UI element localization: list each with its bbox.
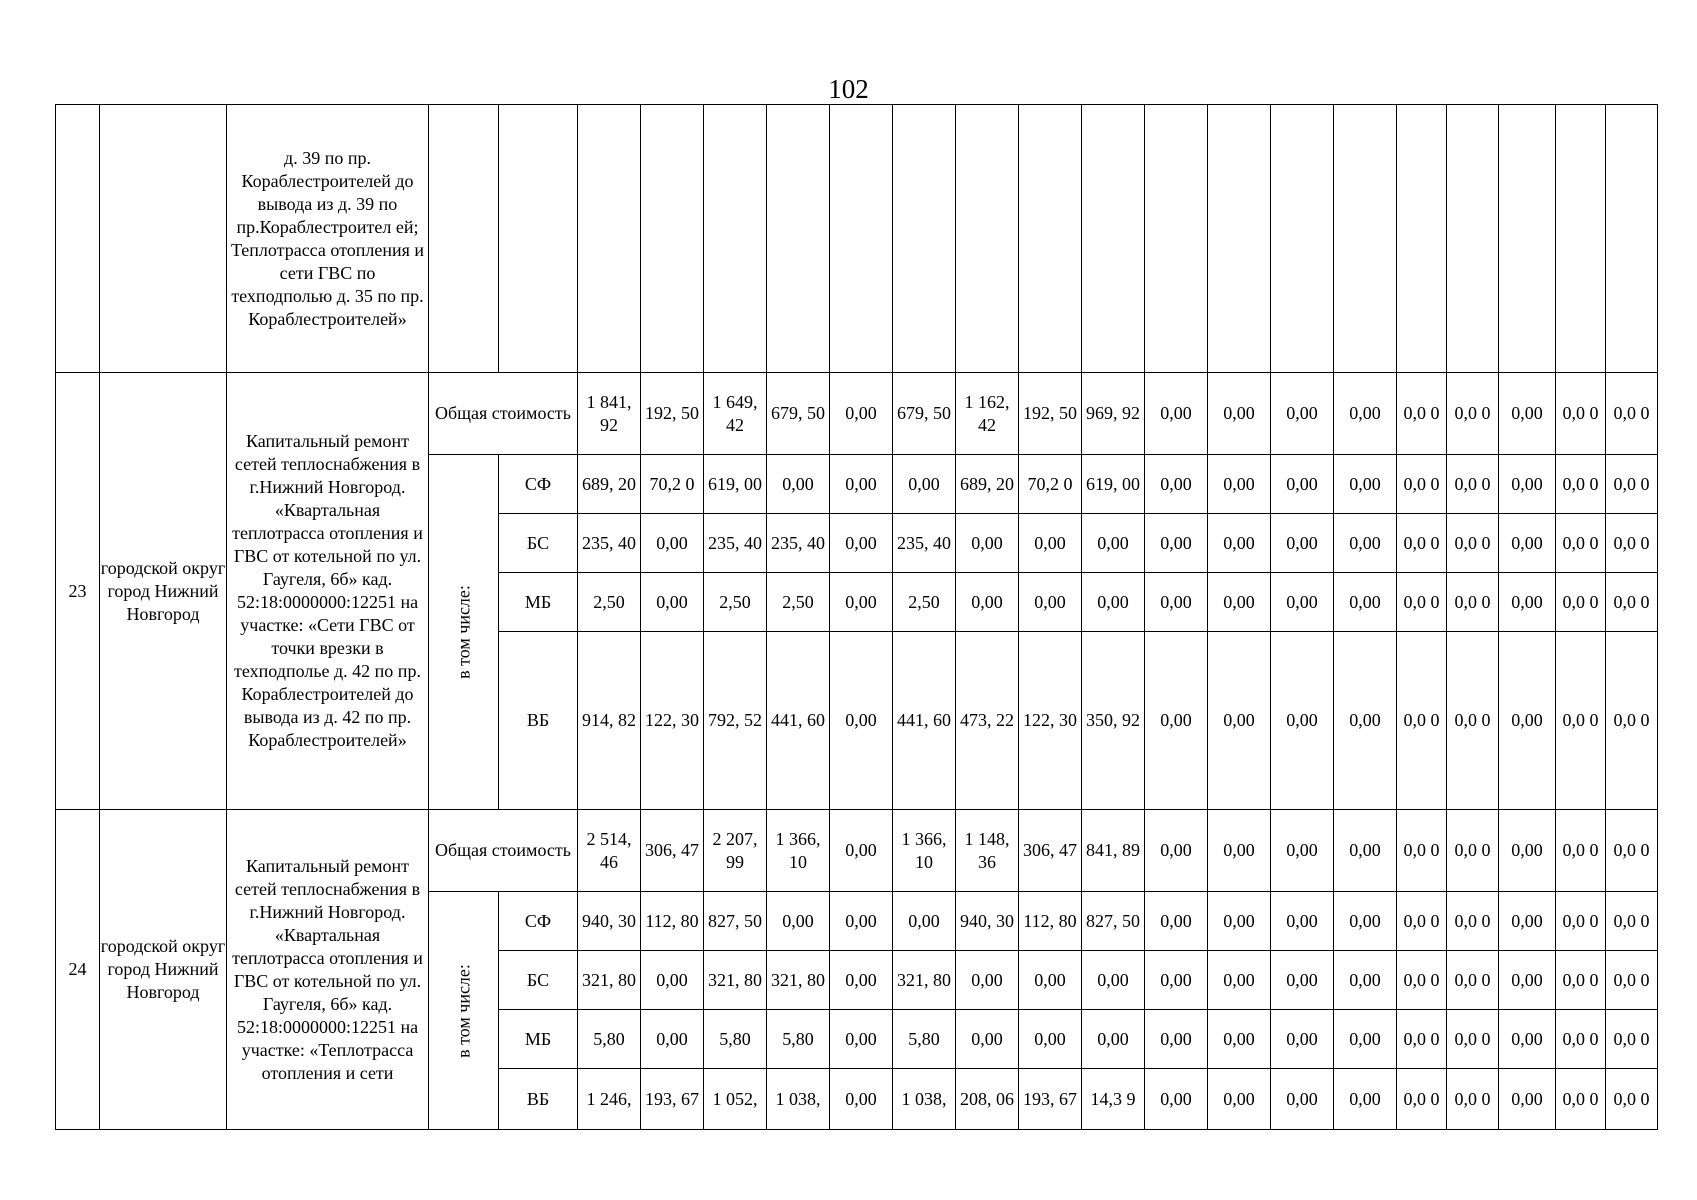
value-cell: 0,00 (830, 573, 893, 632)
value-cell: 0,0 0 (1606, 1010, 1658, 1069)
value-cell: 0,00 (830, 455, 893, 514)
value-cell: 0,00 (1271, 514, 1334, 573)
value-cell: 619, 00 (704, 455, 767, 514)
value-cell: 792, 52 (704, 632, 767, 810)
value-cell: 1 649, 42 (704, 373, 767, 455)
value-cell: 0,00 (1145, 1010, 1208, 1069)
value-cell: 0,00 (1208, 514, 1271, 573)
value-cell: 0,00 (1208, 373, 1271, 455)
funding-source-label: ВБ (499, 632, 578, 810)
value-cell: 14,3 9 (1082, 1069, 1145, 1130)
value-cell: 1 162, 42 (956, 373, 1019, 455)
value-cell: 0,0 0 (1556, 810, 1606, 892)
value-cell: 0,00 (1019, 1010, 1082, 1069)
value-cell: 0,00 (1499, 573, 1556, 632)
value-cell: 306, 47 (641, 810, 704, 892)
value-cell: 193, 67 (641, 1069, 704, 1130)
value-cell: 0,0 0 (1606, 892, 1658, 951)
value-cell: 2 207, 99 (704, 810, 767, 892)
total-row (56, 373, 1658, 455)
value-cell: 321, 80 (578, 951, 641, 1010)
total-cost-label: Общая стоимость (429, 373, 578, 455)
value-cell: 0,00 (1271, 892, 1334, 951)
total-cost-label: Общая стоимость (429, 810, 578, 892)
value-cell: 0,00 (1334, 1069, 1397, 1130)
value-cell: 0,00 (1271, 810, 1334, 892)
value-cell: 689, 20 (956, 455, 1019, 514)
value-cell: 0,0 0 (1397, 455, 1447, 514)
value-cell: 0,00 (956, 951, 1019, 1010)
value-cell: 0,00 (1145, 373, 1208, 455)
cont-empty-cell (1447, 105, 1499, 373)
cont-empty-cell (1271, 105, 1334, 373)
value-cell: 0,00 (1271, 455, 1334, 514)
value-cell: 5,80 (893, 1010, 956, 1069)
funding-source-label: МБ (499, 1010, 578, 1069)
value-cell: 0,00 (1145, 810, 1208, 892)
value-cell: 0,0 0 (1447, 455, 1499, 514)
value-cell: 1 038, (767, 1069, 830, 1130)
value-cell: 5,80 (767, 1010, 830, 1069)
including-label: в том числе: (453, 585, 473, 679)
value-cell: 0,0 0 (1606, 810, 1658, 892)
value-cell: 0,0 0 (1397, 1010, 1447, 1069)
cont-empty-cell (1145, 105, 1208, 373)
value-cell: 70,2 0 (1019, 455, 1082, 514)
value-cell: 0,0 0 (1447, 373, 1499, 455)
value-cell: 2,50 (578, 573, 641, 632)
cont-empty-cell (1397, 105, 1447, 373)
value-cell: 0,00 (1082, 951, 1145, 1010)
value-cell: 0,00 (1019, 951, 1082, 1010)
cont-empty-cell (429, 105, 499, 373)
value-cell: 0,00 (830, 951, 893, 1010)
value-cell: 0,00 (1334, 892, 1397, 951)
value-cell: 235, 40 (704, 514, 767, 573)
value-cell: 441, 60 (893, 632, 956, 810)
value-cell: 0,0 0 (1556, 514, 1606, 573)
value-cell: 0,00 (956, 514, 1019, 573)
value-cell: 0,00 (1334, 573, 1397, 632)
value-cell: 192, 50 (1019, 373, 1082, 455)
value-cell: 192, 50 (641, 373, 704, 455)
object-description: Капитальный ремонт сетей теплоснабжения в г.Нижний Новгород. «Квартальная теплотрасса отопления и ГВС от котельной по ул. Гаугеля, 6б» кад. 52:18:0000000:12251 на участке: «Сети ГВС от точки врезки в техподполье д. 42 по пр. Кораблестроителей до вывода из д. 42 по пр. Кораблестроителей» (227, 373, 429, 810)
value-cell: 0,00 (641, 514, 704, 573)
value-cell: 235, 40 (578, 514, 641, 573)
funding-source-label: СФ (499, 892, 578, 951)
municipality-cell: городской округ город Нижний Новгород (100, 373, 227, 810)
total-row (56, 810, 1658, 892)
cont-empty-cell (578, 105, 641, 373)
value-cell: 321, 80 (893, 951, 956, 1010)
value-cell: 2 514, 46 (578, 810, 641, 892)
value-cell: 0,00 (1271, 1069, 1334, 1130)
value-cell: 0,00 (830, 514, 893, 573)
value-cell: 5,80 (578, 1010, 641, 1069)
value-cell: 1 366, 10 (767, 810, 830, 892)
value-cell: 940, 30 (578, 892, 641, 951)
value-cell: 0,00 (1145, 1069, 1208, 1130)
value-cell: 0,00 (1499, 1010, 1556, 1069)
value-cell: 0,00 (1499, 810, 1556, 892)
value-cell: 679, 50 (893, 373, 956, 455)
cont-empty-cell (767, 105, 830, 373)
value-cell: 0,00 (830, 632, 893, 810)
budget-table (55, 104, 1658, 1130)
value-cell: 2,50 (893, 573, 956, 632)
value-cell: 0,00 (641, 951, 704, 1010)
value-cell: 0,0 0 (1606, 514, 1658, 573)
value-cell: 0,0 0 (1397, 810, 1447, 892)
value-cell: 0,00 (1499, 951, 1556, 1010)
value-cell: 940, 30 (956, 892, 1019, 951)
object-description: Капитальный ремонт сетей теплоснабжения в г.Нижний Новгород. «Квартальная теплотрасса отопления и ГВС от котельной по ул. Гаугеля, 6б» кад. 52:18:0000000:12251 на участке: «Теплотрасса отопления и сети (227, 810, 429, 1130)
cont-object-text: д. 39 по пр. Кораблестроителей до вывода из д. 39 по пр.Кораблестроител ей; Теплотрасса отопления и сети ГВС по техподполью д. 35 по пр. Кораблестроителей» (227, 105, 429, 373)
value-cell: 0,00 (893, 455, 956, 514)
value-cell: 0,0 0 (1556, 951, 1606, 1010)
value-cell: 0,00 (830, 1010, 893, 1069)
value-cell: 0,00 (1499, 1069, 1556, 1130)
value-cell: 0,00 (1334, 951, 1397, 1010)
value-cell: 0,0 0 (1606, 455, 1658, 514)
row-number: 24 (56, 810, 100, 1130)
value-cell: 0,00 (1208, 1069, 1271, 1130)
value-cell: 0,00 (641, 1010, 704, 1069)
cont-empty-cell (1556, 105, 1606, 373)
funding-source-label: СФ (499, 455, 578, 514)
funding-source-label: БС (499, 951, 578, 1010)
value-cell: 0,00 (1208, 892, 1271, 951)
value-cell: 1 366, 10 (893, 810, 956, 892)
value-cell: 0,00 (1019, 514, 1082, 573)
value-cell: 473, 22 (956, 632, 1019, 810)
value-cell: 1 148, 36 (956, 810, 1019, 892)
value-cell: 306, 47 (1019, 810, 1082, 892)
value-cell: 0,0 0 (1556, 455, 1606, 514)
value-cell: 2,50 (767, 573, 830, 632)
value-cell: 914, 82 (578, 632, 641, 810)
funding-source-label: БС (499, 514, 578, 573)
value-cell: 0,0 0 (1606, 1069, 1658, 1130)
value-cell: 0,0 0 (1556, 892, 1606, 951)
value-cell: 0,0 0 (1447, 1069, 1499, 1130)
value-cell: 0,00 (767, 892, 830, 951)
value-cell: 0,00 (893, 892, 956, 951)
cont-empty-cell (830, 105, 893, 373)
cont-municipality-cell (100, 105, 227, 373)
value-cell: 350, 92 (1082, 632, 1145, 810)
value-cell: 0,0 0 (1397, 373, 1447, 455)
value-cell: 0,0 0 (1447, 514, 1499, 573)
value-cell: 679, 50 (767, 373, 830, 455)
value-cell: 0,00 (830, 810, 893, 892)
value-cell: 0,00 (767, 455, 830, 514)
value-cell: 0,00 (1499, 892, 1556, 951)
cont-empty-cell (1208, 105, 1271, 373)
value-cell: 0,00 (1271, 1010, 1334, 1069)
cont-empty-cell (704, 105, 767, 373)
cont-empty-cell (1499, 105, 1556, 373)
value-cell: 1 038, (893, 1069, 956, 1130)
value-cell: 0,00 (1334, 1010, 1397, 1069)
value-cell: 0,00 (830, 373, 893, 455)
value-cell: 0,00 (1145, 514, 1208, 573)
value-cell: 112, 80 (641, 892, 704, 951)
value-cell: 0,00 (1208, 810, 1271, 892)
value-cell: 0,0 0 (1556, 1010, 1606, 1069)
value-cell: 0,00 (1334, 373, 1397, 455)
value-cell: 0,00 (1208, 632, 1271, 810)
value-cell: 112, 80 (1019, 892, 1082, 951)
value-cell: 0,00 (1082, 1010, 1145, 1069)
value-cell: 0,00 (1082, 514, 1145, 573)
value-cell: 0,00 (1271, 373, 1334, 455)
value-cell: 0,0 0 (1556, 573, 1606, 632)
value-cell: 619, 00 (1082, 455, 1145, 514)
value-cell: 0,00 (1208, 1010, 1271, 1069)
funding-source-label: ВБ (499, 1069, 578, 1130)
value-cell: 122, 30 (641, 632, 704, 810)
value-cell: 441, 60 (767, 632, 830, 810)
value-cell: 0,00 (1499, 373, 1556, 455)
value-cell: 321, 80 (704, 951, 767, 1010)
value-cell: 0,0 0 (1397, 951, 1447, 1010)
value-cell: 122, 30 (1019, 632, 1082, 810)
value-cell: 0,0 0 (1447, 951, 1499, 1010)
value-cell: 70,2 0 (641, 455, 704, 514)
value-cell: 0,00 (1208, 573, 1271, 632)
value-cell: 0,0 0 (1397, 573, 1447, 632)
value-cell: 0,00 (1208, 455, 1271, 514)
value-cell: 0,0 0 (1606, 951, 1658, 1010)
value-cell: 0,0 0 (1397, 1069, 1447, 1130)
page-number: 102 (828, 74, 869, 104)
cont-empty-cell (641, 105, 704, 373)
value-cell: 0,0 0 (1447, 1010, 1499, 1069)
value-cell: 0,00 (1145, 573, 1208, 632)
cont-empty-cell (1334, 105, 1397, 373)
value-cell: 0,00 (1271, 951, 1334, 1010)
cont-empty-cell (499, 105, 578, 373)
continuation-row (56, 105, 1658, 373)
value-cell: 827, 50 (1082, 892, 1145, 951)
value-cell: 0,0 0 (1556, 632, 1606, 810)
value-cell: 827, 50 (704, 892, 767, 951)
value-cell: 0,00 (1208, 951, 1271, 1010)
value-cell: 0,0 0 (1447, 632, 1499, 810)
value-cell: 0,00 (1334, 632, 1397, 810)
cont-empty-cell (1019, 105, 1082, 373)
value-cell: 0,00 (1499, 455, 1556, 514)
value-cell: 0,00 (1082, 573, 1145, 632)
value-cell: 0,0 0 (1556, 1069, 1606, 1130)
funding-source-label: МБ (499, 573, 578, 632)
value-cell: 0,0 0 (1606, 373, 1658, 455)
value-cell: 0,0 0 (1447, 810, 1499, 892)
value-cell: 0,0 0 (1447, 573, 1499, 632)
value-cell: 0,0 0 (1606, 573, 1658, 632)
value-cell: 0,00 (956, 573, 1019, 632)
value-cell: 0,00 (830, 892, 893, 951)
value-cell: 0,00 (1145, 951, 1208, 1010)
value-cell: 2,50 (704, 573, 767, 632)
value-cell: 193, 67 (1019, 1069, 1082, 1130)
value-cell: 0,00 (956, 1010, 1019, 1069)
value-cell: 0,00 (1145, 455, 1208, 514)
value-cell: 235, 40 (767, 514, 830, 573)
value-cell: 0,00 (1499, 514, 1556, 573)
cont-empty-cell (956, 105, 1019, 373)
value-cell: 0,00 (1145, 632, 1208, 810)
value-cell: 0,0 0 (1606, 632, 1658, 810)
value-cell: 5,80 (704, 1010, 767, 1069)
value-cell: 0,0 0 (1556, 373, 1606, 455)
cont-empty-cell (893, 105, 956, 373)
value-cell: 0,00 (1334, 810, 1397, 892)
value-cell: 0,0 0 (1447, 892, 1499, 951)
value-cell: 0,00 (1271, 632, 1334, 810)
cont-empty-cell (1082, 105, 1145, 373)
value-cell: 0,00 (830, 1069, 893, 1130)
value-cell: 0,0 0 (1397, 514, 1447, 573)
value-cell: 689, 20 (578, 455, 641, 514)
value-cell: 0,00 (1019, 573, 1082, 632)
cont-num-cell (56, 105, 100, 373)
value-cell: 0,0 0 (1397, 892, 1447, 951)
value-cell: 208, 06 (956, 1069, 1019, 1130)
value-cell: 0,00 (1334, 455, 1397, 514)
row-number: 23 (56, 373, 100, 810)
cont-empty-cell (1606, 105, 1658, 373)
value-cell: 321, 80 (767, 951, 830, 1010)
value-cell: 0,0 0 (1397, 632, 1447, 810)
including-label: в том числе: (453, 963, 473, 1058)
value-cell: 841, 89 (1082, 810, 1145, 892)
municipality-cell: городской округ город Нижний Новгород (100, 810, 227, 1130)
value-cell: 0,00 (1271, 573, 1334, 632)
value-cell: 0,00 (1334, 514, 1397, 573)
value-cell: 1 052, (704, 1069, 767, 1130)
value-cell: 235, 40 (893, 514, 956, 573)
value-cell: 1 841, 92 (578, 373, 641, 455)
value-cell: 1 246, (578, 1069, 641, 1130)
value-cell: 0,00 (1145, 892, 1208, 951)
value-cell: 0,00 (641, 573, 704, 632)
including-label-cell (429, 455, 499, 810)
value-cell: 969, 92 (1082, 373, 1145, 455)
including-label-cell (429, 892, 499, 1130)
value-cell: 0,00 (1499, 632, 1556, 810)
